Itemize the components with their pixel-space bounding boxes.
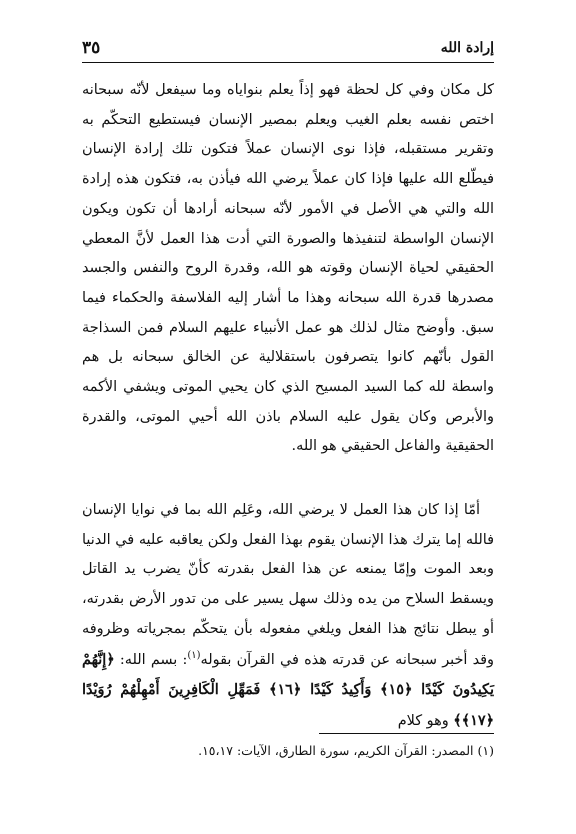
paragraph-2 xyxy=(82,496,494,737)
paragraph-2-closing: وهو كلام xyxy=(397,712,454,729)
header-rule xyxy=(82,62,494,63)
paragraph-2-after-marker: : بسم الله: xyxy=(114,651,188,668)
footnote-rule xyxy=(319,733,494,734)
quran-verse: ﴿إِنَّهُمْ يَكِيدُونَ كَيْدًا ﴿١٥﴾ وَأَكِيدُ كَيْدًا ﴿١٦﴾ فَمَهِّلِ الْكَافِرِينَ أَمْهِلْهُمْ رُوَيْدًا ﴿١٧﴾﴾ xyxy=(82,650,494,729)
footnote-marker[interactable]: (١) xyxy=(187,649,201,661)
paragraph-1-text: كل مكان وفي كل لحظة فهو إذاً يعلم بنواياه وما سيفعل لأنّه سبحانه اختص نفسه بعلم الغيب ويعلم بمصير الإنسان فيستطيع التحكّم به وتقرير مستقبله، فإذا نوى الإنسان عملاً فتكون تلك إرادة الإنسان فيطّلع الله عليها فإذا كان عملاً يرضي الله فيأذن به، فتكون هذه إرادة الله والتي هي الأصل في الأمور لأنّه سبحانه أرادها أن تكون ويكون الإنسان الواسطة لتنفيذها والصورة التي أدت هذا العمل لأنَّ المعطي الحقيقي لحياة الإنسان وقوته هو الله، وقدرة الروح والنفس والجسد مصدرها قدرة الله سبحانه وهذا ما أشار إليه الفلاسفة والحكماء فيما سبق. وأوضح مثال لذلك هو عمل الأنبياء عليهم السلام فمن السذاجة القول بأنّهم كانوا يتصرفون باستقلالية عن الخالق سبحانه بل هم واسطة لله كما السيد المسيح الذي كان يحيي الموتى ويشفي الأكمه والأبرص وكان يقول عليه السلام باذن الله أحيي الموتى، والقدرة الحقيقية والفاعل الحقيقي هو الله. xyxy=(82,82,494,455)
paragraph-2-text: أمّا إذا كان هذا العمل لا يرضي الله، وعَلِم الله بما في نوايا الإنسان فالله إما يترك هذا الإنسان يقوم بهذا الفعل ولكن يعاقبه عليه في الدنيا وبعد الموت وإمّا يمنعه عن هذا الفعل بقدرته كأنّ يضرب يد القاتل ويسقط السلاح من يده وذلك سهل يسير على من تدور الأرض بقدرته، أو يبطل نتائج هذا الفعل ويلغي مفعوله بأن يتحكّم بمجرياته وظروفه وقد أخبر سبحانه عن قدرته هذه في القرآن بقوله xyxy=(82,502,495,668)
running-title: إرادة الله xyxy=(440,40,494,56)
page-number: ٣٥ xyxy=(82,38,101,58)
paragraph-1 xyxy=(82,76,494,462)
footnote: (١) المصدر: القرآن الكريم، سورة الطارق، الآيات: ١٥،١٧. xyxy=(198,743,494,758)
page-header xyxy=(82,36,494,60)
